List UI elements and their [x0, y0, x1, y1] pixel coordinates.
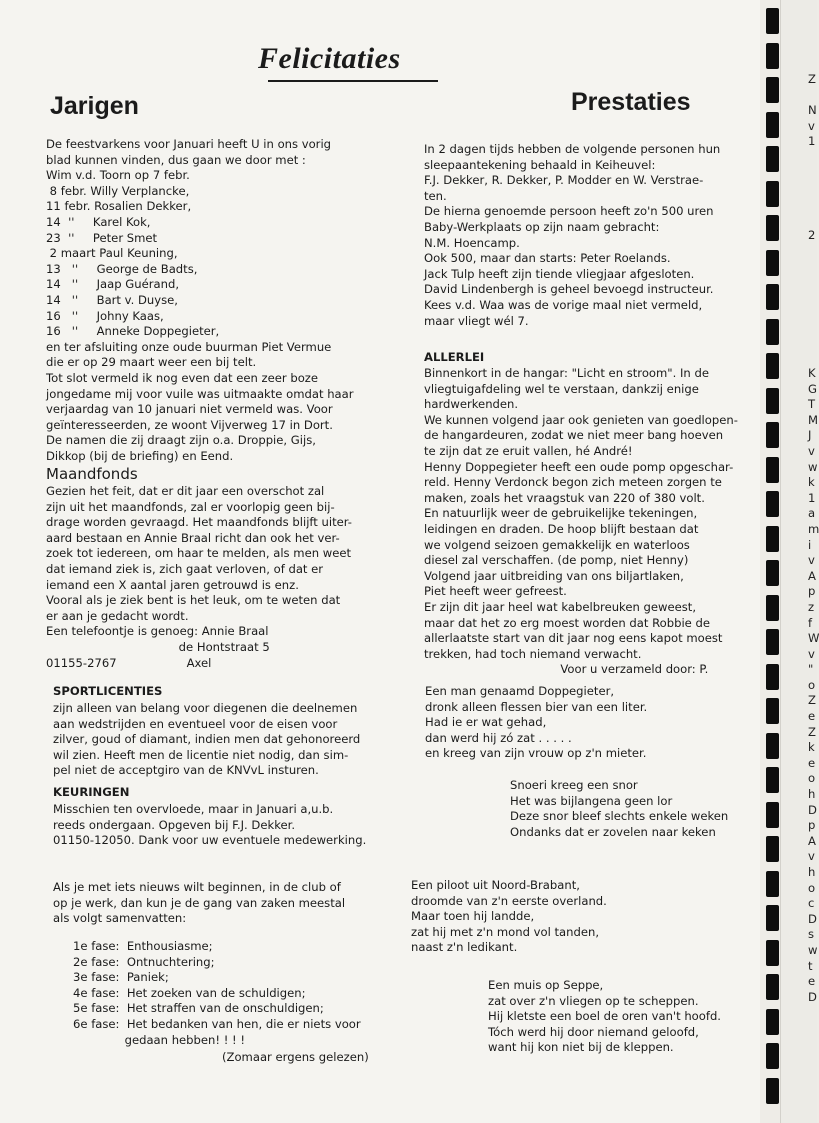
- text-line: 23 '' Peter Smet: [46, 230, 158, 245]
- edge-letter: M: [808, 412, 819, 427]
- edge-letter: h: [808, 865, 816, 879]
- text-line: die er op 29 maart weer een bij telt.: [46, 355, 257, 370]
- edge-letter: D: [808, 911, 817, 926]
- text-line: 01155-2767 Axel: [46, 655, 212, 670]
- text-line: 16 '' Anneke Doppegieter,: [46, 324, 220, 339]
- binding-loop: [766, 802, 779, 828]
- text-line: Een telefoontje is genoeg: Annie Braal: [46, 624, 269, 639]
- edge-letter: f: [808, 615, 813, 630]
- binding-loop: [766, 250, 779, 276]
- binding-loop: [766, 457, 779, 483]
- text-line: In 2 dagen tijds hebben de volgende personen hun: [424, 142, 721, 156]
- text-line: Binnenkort in de hangar: "Licht en stroom". In de: [424, 366, 709, 380]
- edge-letter: [808, 150, 817, 166]
- fasen-list: [73, 939, 361, 1048]
- edge-letter: k: [808, 740, 815, 755]
- text-line: Volgend jaar uitbreiding van ons biljartlaken,: [424, 568, 684, 583]
- binding-loop: [766, 1078, 779, 1104]
- poem-muis: [488, 978, 721, 1056]
- text-line: 13 '' George de Badts,: [46, 261, 198, 276]
- text-line: reeds ondergaan. Opgeven bij F.J. Dekker.: [53, 817, 296, 832]
- edge-letter: i: [808, 537, 812, 552]
- text-line: pel niet de acceptgiro van de KNVvL insturen.: [53, 763, 319, 778]
- edge-letter: ": [808, 662, 814, 677]
- text-line: de hangardeuren, zodat we niet meer bang hoeven: [424, 428, 724, 443]
- edge-letter: W: [808, 631, 819, 646]
- binding-loop: [766, 974, 779, 1000]
- binding-loop: [766, 422, 779, 448]
- keuringen-heading: KEURINGEN: [53, 785, 130, 799]
- poem-line: Een muis op Seppe,: [488, 978, 604, 992]
- text-line: maar vliegt wél 7.: [424, 313, 529, 328]
- edge-letter: e: [808, 755, 816, 770]
- binding-loop: [766, 629, 779, 655]
- poem-line: naast z'n ledikant.: [411, 940, 518, 955]
- poem-line: zat hij met z'n mond vol tanden,: [411, 924, 600, 939]
- text-line: N.M. Hoencamp.: [424, 235, 520, 250]
- text-line: verjaardag van 10 januari niet vermeld was. Voor: [46, 402, 333, 417]
- binding-loop: [766, 353, 779, 379]
- edge-letter: 1: [808, 134, 816, 149]
- text-line: Als je met iets nieuws wilt beginnen, in de club of: [53, 880, 341, 894]
- text-line: jongedame mij voor vuile was uitmaakte omdat haar: [46, 386, 354, 401]
- text-line: als volgt samenvatten:: [53, 911, 187, 926]
- page-title: Felicitaties: [258, 42, 401, 75]
- edge-letter: p: [808, 818, 816, 833]
- edge-letter: e: [808, 709, 816, 724]
- sportlicenties-heading: SPORTLICENTIES: [53, 684, 163, 698]
- poem-line: Tóch werd hij door niemand geloofd,: [488, 1024, 699, 1039]
- text-line: allerlaatste start van dit jaar nog eens kapot moest: [424, 631, 723, 646]
- binding-loop: [766, 112, 779, 138]
- edge-letter: o: [808, 771, 816, 786]
- text-line: iemand een X aantal jaren getrouwd is enz.: [46, 577, 299, 592]
- poem-line: Deze snor bleef slechts enkele weken: [510, 809, 729, 824]
- text-line: Baby-Werkplaats op zijn naam gebracht:: [424, 219, 660, 234]
- text-line: Henny Doppegieter heeft een oude pomp opgeschar-: [424, 459, 734, 474]
- poem-line: Had ie er wat gehad,: [425, 715, 547, 730]
- binding-loop: [766, 836, 779, 862]
- text-line: Gezien het feit, dat er dit jaar een overschot zal: [46, 484, 325, 498]
- edge-letter: 1: [808, 490, 816, 505]
- binding-loop: [766, 491, 779, 517]
- text-line: Wim v.d. Toorn op 7 febr.: [46, 168, 190, 183]
- text-line: maken, zoals het vraagstuk van 220 of 380 volt.: [424, 490, 705, 505]
- binding-loop: [766, 940, 779, 966]
- binding-loop: [766, 526, 779, 552]
- next-page-edge-top-text: [808, 72, 817, 244]
- binding-loop: [766, 905, 779, 931]
- edge-letter: a: [808, 506, 816, 521]
- text-line: De feestvarkens voor Januari heeft U in ons vorig: [46, 137, 332, 151]
- poem-line: Een piloot uit Noord-Brabant,: [411, 878, 580, 892]
- text-line: sleepaantekening behaald in Keiheuvel:: [424, 157, 656, 172]
- edge-letter: v: [808, 646, 815, 661]
- poem-line: Een man genaamd Doppegieter,: [425, 684, 615, 698]
- allerlei-body: [424, 366, 738, 678]
- prestaties-heading: Prestaties: [571, 88, 691, 116]
- binding-loop: [766, 733, 779, 759]
- sportlicenties-body: [53, 701, 360, 779]
- edge-letter: N: [808, 103, 817, 118]
- edge-letter: A: [808, 568, 816, 583]
- text-line: zilver, goud of diamant, indien men dat gehonoreerd: [53, 732, 361, 747]
- poem-line: en kreeg van zijn vrouw op z'n mieter.: [425, 746, 647, 761]
- edge-letter: [808, 181, 817, 197]
- phase-item: gedaan hebben! ! ! !: [73, 1032, 246, 1047]
- edge-letter: 2: [808, 227, 816, 242]
- text-line: 11 febr. Rosalien Dekker,: [46, 199, 192, 214]
- text-line: 14 '' Jaap Guérand,: [46, 277, 180, 292]
- text-line: geïnteresseerden, ze woont Vijverweg 17 in Dort.: [46, 417, 333, 432]
- jarigen-body: [46, 137, 354, 464]
- next-page-edge-bottom-text: [808, 366, 819, 1005]
- edge-letter: m: [808, 521, 819, 536]
- edge-letter: Z: [808, 693, 816, 708]
- edge-letter: e: [808, 974, 816, 989]
- edge-letter: t: [808, 958, 813, 973]
- poem-line: dronk alleen flessen bier van een liter.: [425, 699, 648, 714]
- text-line: En natuurlijk weer de gebruikelijke tekeningen,: [424, 506, 698, 521]
- edge-letter: w: [808, 459, 818, 474]
- edge-letter: s: [808, 927, 815, 942]
- binding-loop: [766, 284, 779, 310]
- binding-loop: [766, 767, 779, 793]
- binding-loop: [766, 8, 779, 34]
- text-line: Vooral als je ziek bent is het leuk, om te weten dat: [46, 593, 341, 608]
- edge-letter: [808, 197, 817, 213]
- text-line: leidingen en draden. De hoop blijft bestaan dat: [424, 521, 699, 536]
- text-line: zijn uit het maandfonds, zal er voorlopig geen bij-: [46, 499, 335, 514]
- text-line: we volgend seizoen gemakkelijk en waterloos: [424, 537, 690, 552]
- fasen-source: (Zomaar ergens gelezen): [222, 1050, 369, 1064]
- edge-letter: J: [808, 428, 812, 443]
- poem-snoeri: [510, 778, 728, 840]
- binding-loop: [766, 388, 779, 414]
- poem-line: Het was bijlangena geen lor: [510, 793, 673, 808]
- maandfonds-heading: Maandfonds: [46, 465, 138, 483]
- jarigen-heading: Jarigen: [50, 92, 139, 120]
- edge-letter: z: [808, 599, 815, 614]
- binding-loop: [766, 1043, 779, 1069]
- phase-item: 1e fase: Enthousiasme;: [73, 939, 213, 953]
- poem-line: Hij kletste een boel de oren van't hoofd.: [488, 1009, 721, 1024]
- edge-letter: h: [808, 787, 816, 802]
- text-line: wil zien. Heeft men de licentie niet nodig, dan sim-: [53, 747, 349, 762]
- binding-loop: [766, 146, 779, 172]
- text-line: 01150-12050. Dank voor uw eventuele medewerking.: [53, 833, 367, 848]
- edge-letter: A: [808, 833, 816, 848]
- text-line: 16 '' Johny Kaas,: [46, 308, 164, 323]
- keuringen-body: [53, 802, 366, 849]
- binding-loop: [766, 1009, 779, 1035]
- text-line: 8 febr. Willy Verplancke,: [46, 183, 190, 198]
- text-line: reld. Henny Verdonck begon zich meteen zorgen te: [424, 475, 722, 490]
- binding-loop: [766, 77, 779, 103]
- text-line: F.J. Dekker, R. Dekker, P. Modder en W. Verstrae-: [424, 173, 704, 188]
- binding-loop: [766, 43, 779, 69]
- text-line: Ook 500, maar dan starts: Peter Roelands.: [424, 251, 671, 266]
- poem-line: Ondanks dat er zovelen naar keken: [510, 824, 716, 839]
- text-line: Piet heeft weer gefreest.: [424, 584, 567, 599]
- text-line: op je werk, dan kun je de gang van zaken meestal: [53, 895, 346, 910]
- edge-letter: w: [808, 942, 818, 957]
- poem-line: zat over z'n vliegen op te scheppen.: [488, 993, 699, 1008]
- poem-line: want hij kon niet bij de kleppen.: [488, 1040, 674, 1055]
- text-line: 14 '' Karel Kok,: [46, 214, 151, 229]
- text-line: zoek tot iedereen, om haar te melden, als men weet: [46, 546, 352, 561]
- edge-letter: k: [808, 475, 815, 490]
- text-line: Kees v.d. Waa was de vorige maal niet vermeld,: [424, 297, 703, 312]
- edge-letter: T: [808, 397, 816, 412]
- phase-item: 6e fase: Het bedanken van hen, die er niets voor: [73, 1016, 361, 1031]
- edge-letter: v: [808, 553, 815, 568]
- edge-letter: D: [808, 802, 817, 817]
- phase-item: 4e fase: Het zoeken van de schuldigen;: [73, 985, 306, 1000]
- edge-letter: v: [808, 118, 815, 133]
- binding-loop: [766, 664, 779, 690]
- poem-line: Maar toen hij landde,: [411, 909, 535, 924]
- text-line: hardwerkenden.: [424, 397, 519, 412]
- text-line: Tot slot vermeld ik nog even dat een zeer boze: [46, 370, 319, 385]
- edge-letter: v: [808, 849, 815, 864]
- text-line: aan wedstrijden en eventueel voor de eisen voor: [53, 716, 338, 731]
- text-line: de Hontstraat 5: [46, 639, 270, 654]
- phase-item: 3e fase: Paniek;: [73, 970, 169, 985]
- binding-loop: [766, 181, 779, 207]
- prestaties-body: [424, 142, 720, 329]
- text-line: aard bestaan en Annie Braal richt dan ook het ver-: [46, 530, 340, 545]
- text-line: 14 '' Bart v. Duyse,: [46, 292, 178, 307]
- text-line: en ter afsluiting onze oude buurman Piet Vermue: [46, 339, 332, 354]
- text-line: trekken, had toch niemand verwacht.: [424, 646, 642, 661]
- edge-letter: [808, 212, 817, 228]
- poem-line: droomde van z'n eerste overland.: [411, 893, 607, 908]
- text-line: De hierna genoemde persoon heeft zo'n 500 uren: [424, 204, 714, 219]
- allerlei-heading: ALLERLEI: [424, 350, 485, 364]
- binding-loop: [766, 595, 779, 621]
- text-line: David Lindenbergh is geheel bevoegd instructeur.: [424, 282, 714, 297]
- edge-letter: D: [808, 989, 817, 1004]
- edge-letter: c: [808, 896, 815, 911]
- fasen-intro: [53, 880, 345, 927]
- edge-letter: G: [808, 381, 817, 396]
- text-line: te zijn dat ze eruit vallen, hé André!: [424, 443, 633, 458]
- edge-letter: K: [808, 366, 816, 380]
- text-line: We kunnen volgend jaar ook genieten van goedlopen-: [424, 412, 738, 427]
- text-line: Misschien ten overvloede, maar in Januari a,u.b.: [53, 802, 334, 816]
- edge-letter: [808, 88, 817, 104]
- binding-loop: [766, 319, 779, 345]
- text-line: maar dat het zo erg moest worden dat Robbie de: [424, 615, 710, 630]
- text-line: zijn alleen van belang voor diegenen die deelnemen: [53, 701, 358, 715]
- edge-letter: [808, 166, 817, 182]
- poem-doppegieter: [425, 684, 647, 762]
- text-line: er aan je gedacht wordt.: [46, 608, 189, 623]
- maandfonds-body: [46, 484, 352, 671]
- poem-line: dan werd hij zó zat . . . . .: [425, 730, 572, 745]
- text-line: Voor u verzameld door: P.: [424, 662, 709, 677]
- text-line: 2 maart Paul Keuning,: [46, 246, 178, 261]
- poem-line: Snoeri kreeg een snor: [510, 778, 638, 792]
- text-line: blad kunnen vinden, dus gaan we door met :: [46, 152, 306, 167]
- binding-loop: [766, 215, 779, 241]
- binding-loop: [766, 698, 779, 724]
- text-line: De namen die zij draagt zijn o.a. Droppie, Gijs,: [46, 433, 316, 448]
- text-line: Er zijn dit jaar heel wat kabelbreuken geweest,: [424, 599, 697, 614]
- text-line: ten.: [424, 188, 447, 203]
- text-line: vliegtuigafdeling wel te verstaan, dankzij enige: [424, 381, 699, 396]
- edge-letter: v: [808, 443, 815, 458]
- edge-letter: Z: [808, 724, 816, 739]
- binding-loop: [766, 560, 779, 586]
- edge-letter: p: [808, 584, 816, 599]
- edge-letter: o: [808, 677, 816, 692]
- binding-loop: [766, 871, 779, 897]
- text-line: diesel zal verschaffen. (de pomp, niet Henny): [424, 553, 689, 568]
- poem-piloot: [411, 878, 607, 956]
- text-line: Dikkop (bij de briefing) en Eend.: [46, 448, 234, 463]
- phase-item: 5e fase: Het straffen van de onschuldigen;: [73, 1001, 324, 1016]
- phase-item: 2e fase: Ontnuchtering;: [73, 954, 215, 969]
- text-line: Jack Tulp heeft zijn tiende vliegjaar afgesloten.: [424, 266, 695, 281]
- edge-letter: Z: [808, 72, 816, 86]
- text-line: drage worden gevraagd. Het maandfonds blijft uiter-: [46, 515, 352, 530]
- text-line: dat iemand ziek is, zich gaat verloven, of dat er: [46, 561, 324, 576]
- title-underline: [268, 80, 438, 82]
- edge-letter: o: [808, 880, 816, 895]
